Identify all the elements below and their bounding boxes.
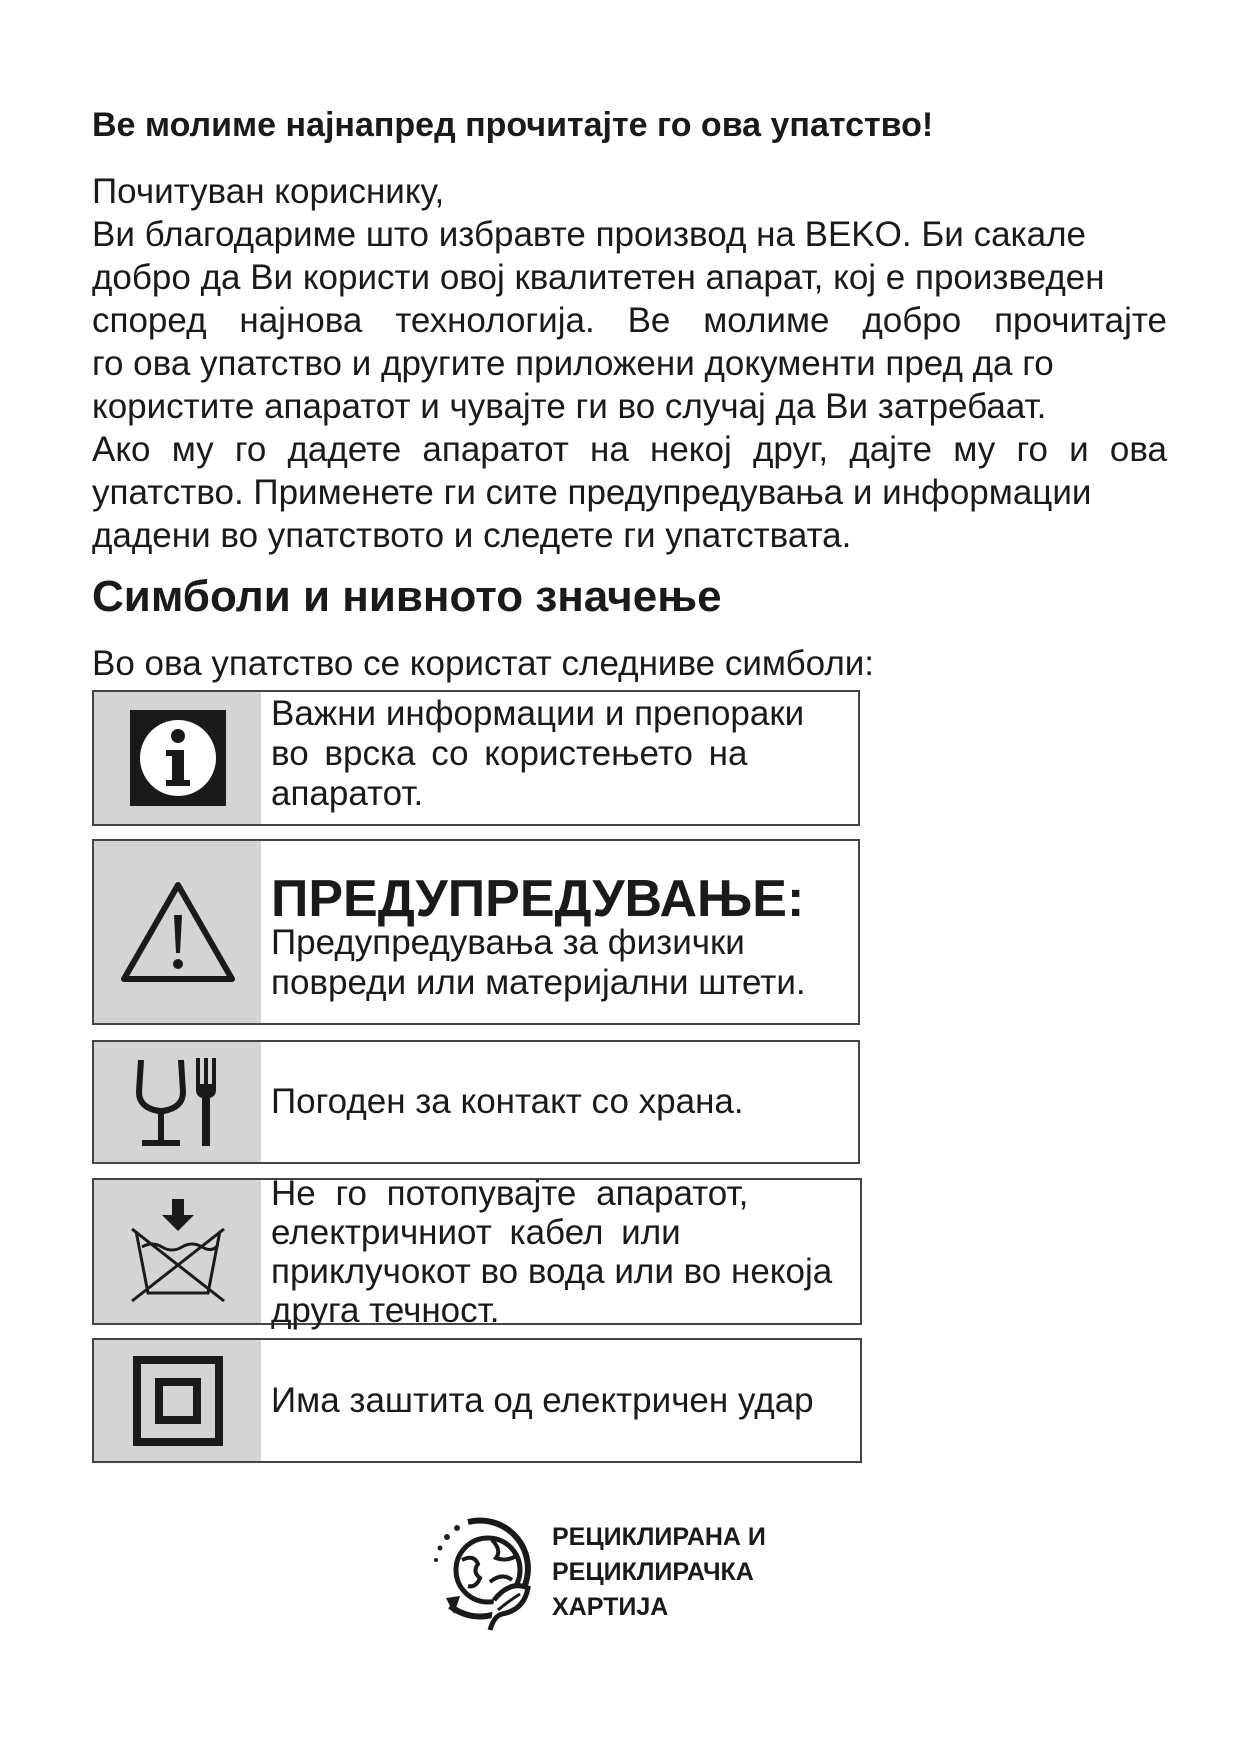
intro-line: добро да Ви користи овој квалитетен апарат, кој е произведен: [92, 258, 1105, 297]
symbol-text: повреди или материјални штети.: [271, 963, 806, 1002]
intro-line: Ако му го дадете апаратот на некој друг, дајте му го и ова: [92, 430, 1167, 469]
symbol-text: приклучокот во вода или во некоја: [271, 1252, 833, 1291]
symbol-text: Предупредувања за физички: [271, 923, 745, 962]
symbol-box-insulation: [92, 1338, 862, 1463]
symbol-box-warning: [92, 839, 860, 1025]
symbol-box-immerse: [92, 1174, 862, 1330]
intro-line: според најнова технологија. Ве молиме добро прочитајте: [92, 301, 1167, 340]
intro-line: Ви благодариме што избравте производ на BEKO. Би сакале: [92, 215, 1086, 254]
warning-title: ПРЕДУПРЕДУВАЊЕ:: [271, 870, 805, 928]
symbol-box-info: [92, 690, 860, 826]
recycle-globe-icon: [432, 1510, 542, 1640]
section-title: Симболи и нивното значење: [92, 572, 722, 621]
warning-icon: [118, 877, 238, 987]
food-contact-icon: [128, 1052, 228, 1152]
intro-line: упатство. Применете ги сите предупредувања и информации: [92, 473, 1092, 512]
greeting: Почитуван кориснику,: [92, 172, 445, 211]
section-intro: Во ова упатство се користат следниве симболи:: [92, 644, 875, 683]
symbol-text: апаратот.: [271, 774, 424, 813]
intro-line: го ова упатство и другите приложени документи пред да го: [92, 344, 1054, 383]
recycle-label: РЕЦИКЛИРАНА И: [552, 1523, 766, 1551]
intro-line: дадени во упатството и следете ги упатствата.: [92, 516, 852, 555]
symbol-text: електричниот кабел или: [271, 1213, 681, 1252]
recycle-label: РЕЦИКЛИРАЧКА: [552, 1558, 754, 1586]
intro-line: користите апаратот и чувајте ги во случај да Ви затребаат.: [92, 387, 1047, 426]
no-immerse-icon: [128, 1197, 228, 1307]
info-icon: [130, 710, 226, 806]
symbol-text: друга течност.: [271, 1291, 500, 1330]
intro-paragraph: [92, 170, 1182, 557]
symbol-text: Важни информации и препораки: [271, 694, 805, 733]
page-heading: Ве молиме најнапред прочитајте го ова упатство!: [92, 106, 934, 144]
symbol-box-food: [92, 1040, 860, 1164]
symbol-text: Погоден за контакт со храна.: [271, 1082, 744, 1121]
symbol-text: во врска со користењето на: [271, 734, 748, 773]
symbol-text: Не го потопувајте апаратот,: [271, 1174, 749, 1213]
symbol-text: Има заштита од електричен удар: [271, 1380, 814, 1420]
recycle-label: ХАРТИЈА: [552, 1593, 669, 1621]
double-insulation-icon: [133, 1356, 223, 1446]
recycled-paper-logo: [432, 1510, 832, 1640]
